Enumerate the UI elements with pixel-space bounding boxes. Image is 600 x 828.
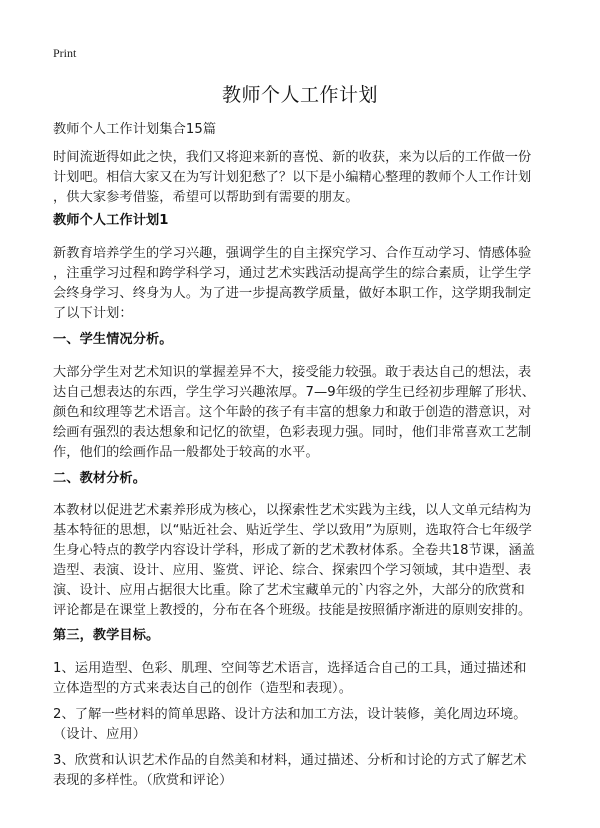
opening-paragraph — [53, 244, 553, 324]
paragraph-line: 3、欣赏和认识艺术作品的自然美和材料，通过描述、分析和讨论的方式了解艺术 — [53, 753, 527, 768]
paragraph-line: 立体造型的方式来表达自己的创作（造型和表现）。 — [53, 681, 353, 696]
article-heading-text: 教师个人工作计划1 — [53, 213, 169, 228]
paragraph-line: （设计、应用） — [53, 727, 147, 742]
section-heading-text: 一、学生情况分析。 — [53, 332, 173, 347]
paragraph-line: 本教材以促进艺术素养形成为核心，以探索性艺术实践为主线，以人文单元结构为 — [53, 503, 532, 518]
goal-item-1 — [53, 659, 553, 699]
document-subtitle — [53, 120, 553, 140]
paragraph-line: 表现的多样性。（欣赏和评论） — [53, 773, 233, 788]
intro-line: ，供大家参考借鉴，希望可以帮助到有需要的朋友。 — [53, 190, 359, 205]
goal-item-2 — [53, 705, 553, 745]
paragraph-line: 生身心特点的教学内容设计学科，形成了新的艺术教材体系。全卷共18节课，涵盖 — [53, 543, 536, 558]
paragraph-line: 达自己想表达的东西，学生学习兴趣浓厚。7—9年级的学生已经初步理解了形状、 — [53, 385, 536, 400]
section-paragraph-materials — [53, 501, 553, 621]
subtitle-text: 教师个人工作计划集合15篇 — [53, 122, 217, 137]
paragraph-line: 绘画有强烈的表达想象和记忆的欲望，色彩表现力强。同时，他们非常喜欢工艺制 — [53, 425, 532, 440]
paragraph-line: 评论都是在课堂上教授的，分布在各个班级。技能是按照循序渐进的原则安排的。 — [53, 603, 532, 618]
paragraph-line: 2、了解一些材料的简单思路、设计方法和加工方法，设计装修，美化周边环境。 — [53, 707, 527, 722]
paragraph-line: 了以下计划： — [53, 306, 133, 321]
section-heading-text: 二、教材分析。 — [53, 471, 147, 486]
document-title: 教师个人工作计划 — [221, 84, 378, 106]
paragraph-line: 新教育培养学生的学习兴趣，强调学生的自主探究学习、合作互动学习、情感体验 — [53, 246, 532, 261]
paragraph-line: 会终身学习、终身为人。为了进一步提高教学质量，做好本职工作，这学期我制定 — [53, 286, 532, 301]
intro-paragraph — [53, 148, 553, 208]
paragraph-line: 颜色和纹理等艺术语言。这个年龄的孩子有丰富的想象力和敢于创造的潜意识，对 — [53, 405, 532, 420]
goal-item-3 — [53, 751, 553, 791]
paragraph-line: 造型、表演、设计、应用、鉴赏、评论、综合、探索四个学习领域，其中造型、表 — [53, 563, 532, 578]
article-heading — [53, 211, 553, 231]
section-heading-materials — [53, 469, 553, 489]
intro-line: 计划吧。相信大家又在为写计划犯愁了？以下是小编精心整理的教师个人工作计划 — [53, 170, 532, 185]
section-heading-goals — [53, 626, 553, 646]
print-label[interactable]: Print — [53, 46, 77, 60]
paragraph-line: 大部分学生对艺术知识的掌握差异不大，接受能力较强。敢于表达自己的想法，表 — [53, 365, 532, 380]
paragraph-line: 作，他们的绘画作品一般都处于较高的水平。 — [53, 445, 319, 460]
intro-line: 时间流逝得如此之快，我们又将迎来新的喜悦、新的收获，来为以后的工作做一份 — [53, 150, 532, 165]
paragraph-line: 演、设计、应用占据很大比重。除了艺术宝藏单元的`内容之外，大部分的欣赏和 — [53, 583, 525, 598]
paragraph-line: ，注重学习过程和跨学科学习，通过艺术实践活动提高学生的综合素质，让学生学 — [53, 266, 532, 281]
section-heading-text: 第三，教学目标。 — [53, 628, 160, 643]
section-heading-students — [53, 330, 553, 350]
paragraph-line: 1、运用造型、色彩、肌理、空间等艺术语言，选择适合自己的工具，通过描述和 — [53, 661, 527, 676]
paragraph-line: 基本特征的思想，以“贴近社会、贴近学生、学以致用”为原则，选取符合七年级学 — [53, 523, 532, 538]
section-paragraph-students — [53, 363, 553, 463]
